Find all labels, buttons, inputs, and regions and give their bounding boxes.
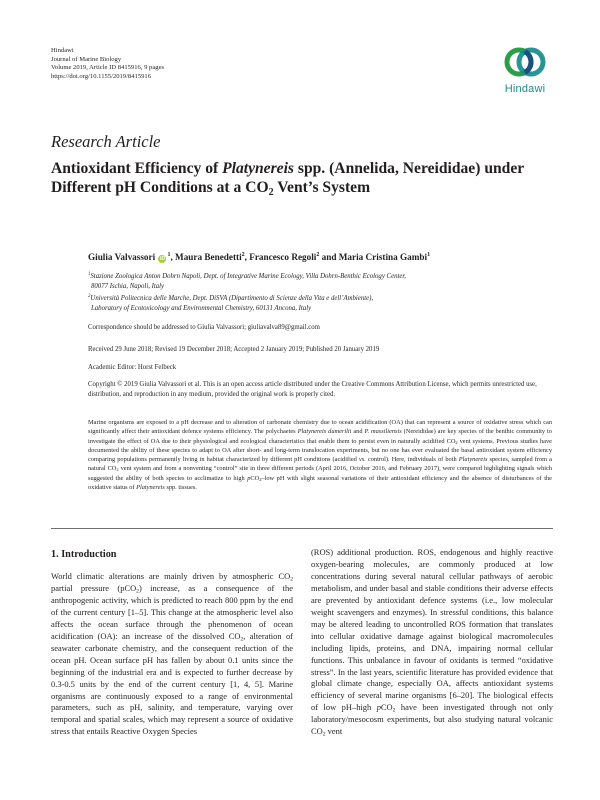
body-column-right: (ROS) additional production. ROS, endogenous and highly reactive oxygen-bearing molecules, are commonly produced at low concentrations during several natural cellular pathways of aerobic metabolism, and under basal and stable conditions their adverse effects are prevented by antioxidant defence systems (i.e., low molecular weight scavengers and enzymes). In stressful conditions, this balance may be altered leading to uncontrolled ROS formation that translates into cellular oxidative damage against biological macromolecules including lipids, proteins, and DNA, impairing normal cellular functions. This unbalance in favour of oxidants is termed “oxidative stress”. In the last years, scientific literature has provided evidence that global climate change, especially OA, affects antioxidant systems efficiency of several marine organisms [6–20]. The biological effects of low pH–high pCO$_2$ have been investigated through not only laboratory/mesocosm experiments, but also studying natural volcanic $CO_2$ vent xyxy=(311,547,554,738)
copyright-notice: Copyright © 2019 Giulia Valvassori et al. This is an open access article distributed under the Creative Commons Attribution License, which permits unrestricted use, distribution, and reproduction in any medium, provided the original work is properly cited. xyxy=(88,381,537,398)
article-dates: Received 29 June 2018; Revised 19 December 2018; Accepted 2 January 2019; Published 20 January 2019 xyxy=(88,346,380,353)
author-name[interactable]: Giulia Valvassori xyxy=(88,252,156,262)
orcid-icon[interactable]: iD xyxy=(159,256,165,262)
author-name[interactable]: Maura Benedetti xyxy=(175,252,242,262)
article-type: Research Article xyxy=(51,132,161,151)
volume-line: Volume 2019, Article ID 8415916, 9 pages xyxy=(51,64,165,72)
hindawi-logo[interactable] xyxy=(495,42,555,95)
correspondence: Correspondence should be addressed to Giulia Valvassori; giuliavalva89@gmail.com xyxy=(88,324,320,331)
author-name[interactable]: Maria Cristina Gambi xyxy=(338,252,428,262)
logo-wordmark: Hindawi xyxy=(504,83,546,95)
academic-editor: Academic Editor: Horst Felbeck xyxy=(88,364,177,371)
abstract: Marine organisms are exposed to a pH decrease and to alteration of carbonate chemistry due to ocean acidification (OA) that can represent a source of oxidative stress which can significantly affect their antioxidant defence systems efficiency. The polychaetes Platynereis dumerilii and P. massiliensis (Nereididae) are key species of the benthic community to investigate the effect of OA due to their physiological and ecological characteristics that enable them to persist even in naturally acidified $CO_2$ vent systems. Previous studies have documented the ability of these species to adapt to OA after short- and long-term translocation experiments, but no one has ever evaluated the basal antioxidant system efficiency comparing populations permanently living in habitat characterized by different pH conditions (acidified vs. control). Here, individuals of both Platynereis species, sampled from a natural $CO_2$ vent system and from a nonventing “control” site in three different periods (April 2016, October 2016, and February 2017), were compared highlighting signals which suggested the ability of both species to acclimatize to high pCO$_2$–low pH with slight seasonal variations of their antioxidant efficiency and the absence of disturbances of the oxidative status of Platynereis spp. tissues. xyxy=(88,419,553,491)
publisher-info xyxy=(51,47,164,81)
doi-link[interactable]: https://doi.org/10.1155/2019/8415916 xyxy=(51,72,152,80)
section-divider xyxy=(51,528,553,529)
publisher-name: Hindawi xyxy=(51,47,74,54)
section-heading: 1. Introduction xyxy=(51,549,117,560)
article-title: Antioxidant Efficiency of Platynereis spp. (Annelida, Nereididae) under Different pH Conditions at a $CO_2$ Vent’s System xyxy=(51,160,524,198)
affiliation-1: $^1$Stazione Zoologica Anton Dohrn Napoli, Dept. of Integrative Marine Ecology, Villa Dohrn-Benthic Ecology Center, 80077 Ischia, Napoli, Italy xyxy=(88,272,406,290)
hindawi-rings-logo-icon xyxy=(503,42,547,82)
affiliation-2: $^2$Università Politecnica delle Marche, Dept. DiSVA (Dipartimento di Scienze della Vita e dell’Ambiente), Laboratory of Ecotoxicology and Environmental Chemistry, 60131 Ancona, Italy xyxy=(88,294,374,312)
body-column-left: World climatic alterations are mainly driven by atmospheric $CO_2$ partial pressure (pCO$_2$) increase, as a consequence of the anthropogenic activity, which is predicted to reach 800 ppm by the end of the current century [1–5]. This change at the atmospheric level also affects the ocean surface through the phenomenon of ocean acidification (OA): an increase of the dissolved $CO_2$, alteration of seawater carbonate chemistry, and the consequent reduction of the ocean pH. Ocean surface pH has fallen by about 0.1 units since the beginning of the industrial era and is expected to further decrease by 0.3-0.5 units by the end of the current century [1, 4, 5]. Marine organisms are continuously exposed to a range of environmental parameters, such as pH, salinity, and temperature, varying over temporal and spatial scales, which may represent a source of oxidative stress that entails Reactive Oxygen Species xyxy=(51,571,293,737)
author-name[interactable]: Francesco Regoli xyxy=(249,252,317,262)
author-list: Giulia Valvassori $iD^1$, Maura Benedetti$^2$, Francesco Regoli$^2$ and Maria Cristina Gambi$^1$ xyxy=(88,252,431,262)
journal-name: Journal of Marine Biology xyxy=(51,55,122,63)
